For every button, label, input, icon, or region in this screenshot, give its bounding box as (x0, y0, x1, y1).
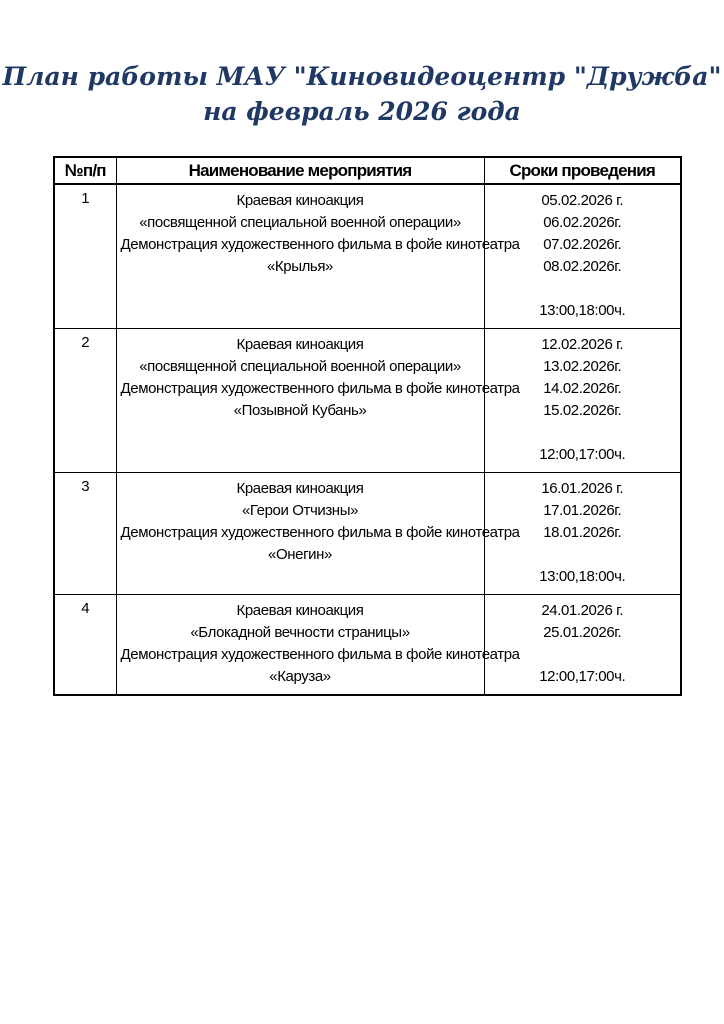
header-event: Наименование мероприятия (116, 157, 484, 184)
date-line: 13.02.2026г. (543, 358, 622, 375)
dates-cell (484, 595, 681, 696)
date-line (489, 422, 677, 444)
event-line: «Герои Отчизны» (241, 502, 359, 519)
row-number: 2 (54, 329, 116, 473)
event-line: «Онегин» (268, 546, 332, 563)
event-line: Краевая киноакция (236, 192, 364, 209)
event-line: «посвященной специальной военной операции» (139, 358, 461, 375)
date-line: 07.02.2026г. (543, 236, 622, 253)
event-cell (116, 473, 520, 595)
row-number: 1 (54, 184, 116, 329)
date-line: 13:00,18:00ч. (539, 568, 626, 585)
dates-cell (484, 184, 681, 329)
date-line (489, 544, 677, 566)
title-line-2: на февраль 2026 года (203, 97, 521, 126)
event-cell (116, 184, 520, 329)
row-number: 4 (54, 595, 116, 696)
event-line: Демонстрация художественного фильма в фойе кинотеатра (120, 646, 520, 663)
title-line-1: План работы МАУ "Киновидеоцентр "Дружба" (2, 62, 722, 91)
date-line: 12.02.2026 г. (541, 336, 624, 353)
event-line: Демонстрация художественного фильма в фойе кинотеатра (120, 524, 520, 541)
date-line: 13:00,18:00ч. (539, 302, 626, 319)
date-line: 16.01.2026 г. (541, 480, 624, 497)
event-line: «Крылья» (266, 258, 334, 275)
date-line: 15.02.2026г. (543, 402, 622, 419)
header-dates: Сроки проведения (484, 157, 681, 184)
date-line: 12:00,17:00ч. (539, 668, 626, 685)
table-row (54, 595, 681, 696)
header-number: №п/п (54, 157, 116, 184)
dates-cell (484, 329, 681, 473)
date-line: 08.02.2026г. (543, 258, 622, 275)
event-cell (116, 595, 520, 696)
table-header-row (54, 157, 681, 184)
date-line: 18.01.2026г. (543, 524, 622, 541)
date-line: 24.01.2026 г. (541, 602, 624, 619)
event-line: «Каруза» (269, 668, 331, 685)
event-line: Краевая киноакция (236, 480, 364, 497)
event-cell (116, 329, 520, 473)
date-line: 25.01.2026г. (543, 624, 622, 641)
event-line: Краевая киноакция (236, 336, 364, 353)
table-row (54, 473, 681, 595)
date-line: 12:00,17:00ч. (539, 446, 626, 463)
event-line: «посвященной специальной военной операции» (139, 214, 461, 231)
event-line: Демонстрация художественного фильма в фойе кинотеатра (120, 380, 520, 397)
table-row (54, 329, 681, 473)
event-line: «Позывной Кубань» (233, 402, 367, 419)
date-line: 05.02.2026 г. (541, 192, 624, 209)
table-row (54, 184, 681, 329)
date-line: 14.02.2026г. (543, 380, 622, 397)
date-line: 17.01.2026г. (543, 502, 622, 519)
document-title (0, 60, 724, 130)
date-line: 06.02.2026г. (543, 214, 622, 231)
document-page (0, 60, 724, 1024)
event-line: «Блокадной вечности страницы» (190, 624, 410, 641)
date-line (489, 278, 677, 300)
plan-table (53, 156, 682, 696)
row-number: 3 (54, 473, 116, 595)
event-line: Демонстрация художественного фильма в фойе кинотеатра (120, 236, 520, 253)
event-line: Краевая киноакция (236, 602, 364, 619)
